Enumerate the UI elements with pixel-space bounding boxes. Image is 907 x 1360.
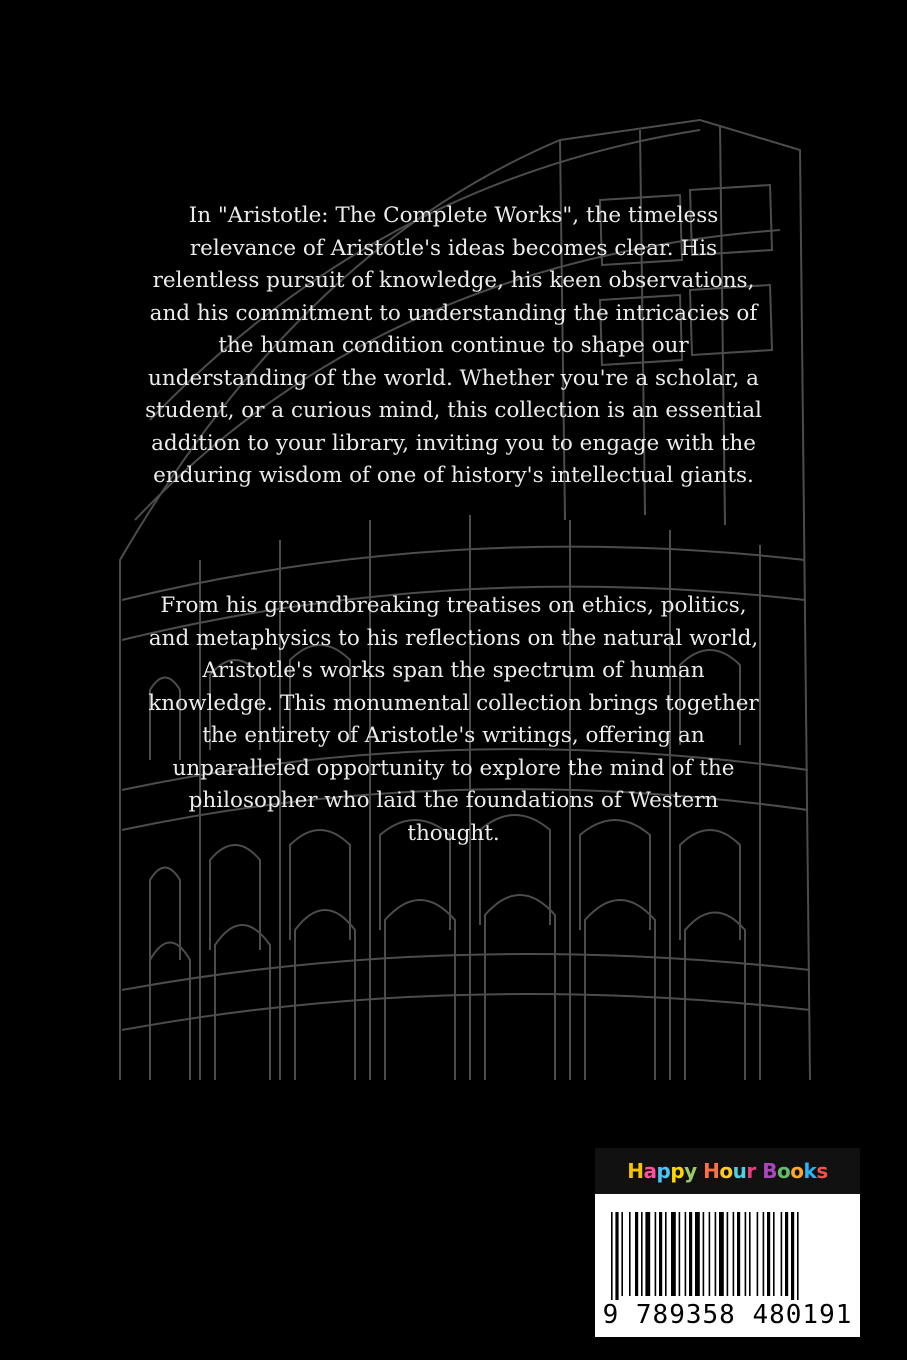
barcode-bar [635,1212,638,1296]
barcode-bar [641,1212,643,1296]
barcode-bar [659,1212,662,1296]
barcode-bar [671,1212,676,1296]
barcode-bar [749,1212,751,1296]
blurb-line: Aristotle's works span the spectrum of human [202,658,705,683]
barcode-bar [785,1212,788,1296]
barcode-bar [655,1212,657,1296]
publisher-letter: o [790,1159,804,1183]
publisher-letter: o [719,1159,733,1183]
blurb-line: student, or a curious mind, this collection is an essential [145,398,762,423]
barcode-bar [689,1212,692,1296]
barcode-bar [791,1212,794,1300]
barcode-bar [703,1212,705,1296]
barcode-bar [773,1212,775,1296]
blurb-line: unparalleled opportunity to explore the mind of the [172,755,735,781]
publisher-letter: s [816,1159,828,1183]
blurb-line: understanding of the world. Whether you're a scholar, a [148,365,759,391]
blurb-paragraph-1 [100,200,807,493]
blurb-line: In "Aristotle: The Complete Works", the timeless [188,203,719,228]
blurb-line: addition to your library, inviting you to engage with the [151,430,756,456]
barcode-bar [767,1212,770,1296]
barcode-bar [645,1212,650,1296]
blurb-line: relevance of Aristotle's ideas becomes clear. His [189,235,718,261]
barcode-bar [737,1212,740,1296]
barcode-bar [757,1212,759,1296]
barcode-bar [615,1212,618,1300]
blurb-line: enduring wisdom of one of history's intellectual giants. [153,463,754,488]
publisher-letter: p [670,1159,685,1183]
blurb-line: philosopher who laid the foundations of Western [188,788,719,813]
blurb-line: relentless pursuit of knowledge, his keen observations, [152,268,755,293]
publisher-letter: H [627,1159,644,1183]
barcode-bar [733,1212,735,1296]
blurb-line: thought. [407,820,500,846]
barcode-bar [685,1212,687,1296]
publisher-letter: r [746,1159,756,1183]
blurb-line: the entirety of Aristotle's writings, offering an [202,723,705,748]
barcode-bar [715,1212,717,1296]
blurb-line: and metaphysics to his reflections on the natural world, [148,625,759,651]
publisher-logo [595,1148,860,1194]
publisher-letter: k [803,1159,817,1183]
publisher-letter: o [777,1159,791,1183]
barcode-bar [621,1212,623,1296]
isbn-number: 9 789358 480191 [602,1300,853,1330]
blurb-line: knowledge. This monumental collection brings together [148,690,759,716]
barcode-bar [781,1212,783,1296]
barcode-bar [679,1212,681,1296]
barcode-bar [719,1212,724,1296]
barcode-bar [763,1212,765,1296]
blurb-line: From his groundbreaking treatises on ethics, politics, [160,593,747,618]
barcode-bar [695,1212,700,1296]
blurb-paragraph-2 [100,590,807,850]
blurb-line: and his commitment to understanding the intricacies of [149,300,758,326]
publisher-letter: B [762,1159,778,1183]
barcode-bar [665,1212,667,1296]
barcode-bar [727,1212,729,1296]
barcode-bar [745,1212,747,1296]
publisher-letter: y [684,1159,697,1183]
barcode-bar [629,1212,631,1296]
barcode-bar [611,1212,613,1300]
publisher-letter: p [656,1159,671,1183]
barcode-bar [709,1212,711,1296]
barcode-bar [797,1212,799,1300]
publisher-letter: a [643,1159,657,1183]
barcode-icon [609,1212,846,1300]
publisher-letter: u [732,1159,747,1183]
isbn-barcode [595,1194,860,1337]
publisher-letter: H [703,1159,720,1183]
blurb-line: the human condition continue to shape our [218,333,689,358]
publisher-name [627,1159,827,1183]
